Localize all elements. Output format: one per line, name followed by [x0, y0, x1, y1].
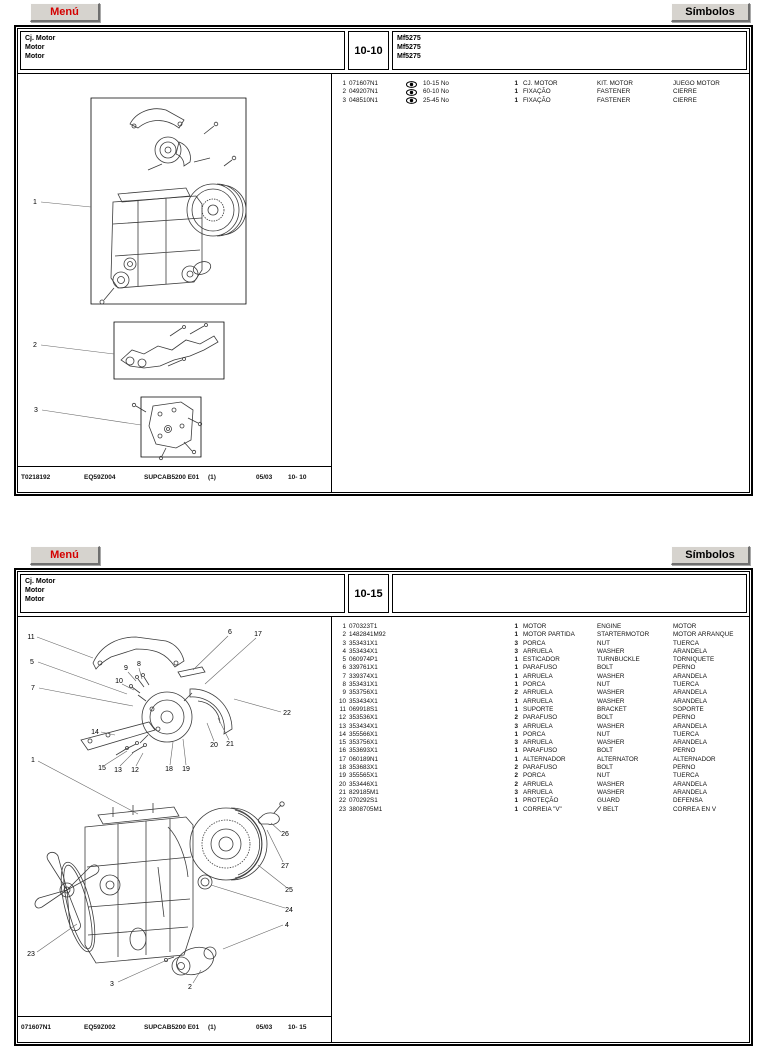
- part-number: 355566X1: [349, 730, 378, 738]
- desc-pt: PARAFUSO: [523, 714, 558, 722]
- part-qty: 3: [514, 722, 518, 730]
- part-number: 1482841M92: [349, 631, 386, 639]
- part-index: 19: [338, 772, 346, 780]
- parts-list: [332, 74, 749, 492]
- part-index: 7: [342, 672, 346, 680]
- part-index: 22: [338, 797, 346, 805]
- desc-pt: ARRUELA: [523, 689, 553, 697]
- part-index: 3: [342, 639, 346, 647]
- parts-row: [334, 673, 749, 681]
- desc-es: TUERCA: [673, 772, 699, 780]
- callout-label: 18: [165, 766, 173, 773]
- footer-code: EQ59Z002: [84, 1024, 116, 1031]
- desc-en: KIT. MOTOR: [597, 80, 633, 87]
- desc-pt: ARRUELA: [523, 647, 553, 655]
- desc-es: ARANDELA: [673, 672, 707, 680]
- callout-label: 23: [27, 951, 35, 958]
- parts-row: [334, 681, 749, 689]
- see-symbol: [406, 88, 417, 96]
- footer-catalog: SUPCAB5200 E01: [144, 1024, 200, 1031]
- parts-row: [334, 689, 749, 697]
- callout-label: 11: [27, 634, 35, 641]
- desc-en: ALTERNATOR: [597, 755, 639, 763]
- callout-label: 21: [226, 741, 234, 748]
- desc-pt: CJ. MOTOR: [523, 80, 558, 87]
- callout-label: 22: [283, 710, 291, 717]
- callout-label: 1: [31, 757, 35, 764]
- see-symbol: [406, 97, 417, 105]
- part-qty: 1: [514, 755, 518, 763]
- part-index: 21: [338, 788, 346, 796]
- desc-pt: ARRUELA: [523, 672, 553, 680]
- desc-en: NUT: [597, 730, 610, 738]
- part-number: 060189N1: [349, 755, 379, 763]
- desc-es: ALTERNADOR: [673, 755, 716, 763]
- part-qty: 1: [514, 730, 518, 738]
- title-line-es: Motor: [25, 596, 45, 603]
- drawing-footer: [18, 466, 331, 492]
- desc-pt: ESTICADOR: [523, 656, 560, 664]
- desc-en: TURNBUCKLE: [597, 656, 640, 664]
- title-line-pt: Cj. Motor: [25, 578, 56, 585]
- engine-exploded-diagram: [18, 74, 331, 466]
- part-number: 339761X1: [349, 664, 378, 672]
- part-qty: 3: [514, 647, 518, 655]
- title-line-es: Motor: [25, 53, 45, 60]
- part-index: 9: [342, 689, 346, 697]
- part-index: 14: [338, 730, 346, 738]
- desc-es: PERNO: [673, 664, 696, 672]
- desc-pt: ARRUELA: [523, 697, 553, 705]
- desc-es: PERNO: [673, 747, 696, 755]
- catalog-page-10-15: [0, 543, 768, 1031]
- part-number: 353434X1: [349, 647, 378, 655]
- callout-label: 2: [188, 984, 192, 991]
- callout-label: 3: [110, 981, 114, 988]
- part-qty: 2: [514, 772, 518, 780]
- part-index: 13: [338, 722, 346, 730]
- part-qty: 3: [514, 788, 518, 796]
- part-number: 353434X1: [349, 697, 378, 705]
- parts-row: [334, 797, 749, 805]
- parts-row: [334, 731, 749, 739]
- part-index: 12: [338, 714, 346, 722]
- parts-row: [334, 88, 749, 96]
- callout-label: 14: [91, 729, 99, 736]
- callout-label: 5: [30, 659, 34, 666]
- part-number: 829185M1: [349, 788, 379, 796]
- part-number: 353431X1: [349, 639, 378, 647]
- parts-row: [334, 806, 749, 814]
- section-title-cell: [20, 31, 345, 70]
- desc-pt: PROTEÇÃO: [523, 797, 559, 805]
- menu-button[interactable]: Menú: [30, 3, 100, 22]
- desc-es: PERNO: [673, 714, 696, 722]
- part-number: 353434X1: [349, 722, 378, 730]
- part-number: 353446X1: [349, 780, 378, 788]
- part-qty: 2: [514, 764, 518, 772]
- part-qty: 1: [514, 623, 518, 630]
- desc-pt: CORREIA "V": [523, 805, 562, 813]
- callout-label: 15: [98, 765, 106, 772]
- part-qty: 3: [514, 739, 518, 747]
- desc-es: ARANDELA: [673, 722, 707, 730]
- parts-row: [334, 756, 749, 764]
- page-number: 10-15: [354, 587, 383, 600]
- desc-es: CIERRE: [673, 96, 697, 104]
- parts-row: [334, 664, 749, 672]
- part-index: 8: [342, 681, 346, 689]
- parts-row: [334, 97, 749, 105]
- part-index: 1: [342, 80, 346, 87]
- part-qty: 1: [514, 797, 518, 805]
- callout-label: 24: [285, 907, 293, 914]
- parts-row: [334, 698, 749, 706]
- part-index: 6: [342, 664, 346, 672]
- callout-label: 26: [281, 831, 289, 838]
- simbolos-button[interactable]: Símbolos: [671, 546, 750, 565]
- callout-label: 7: [31, 685, 35, 692]
- callout-label: 10: [115, 678, 123, 685]
- desc-pt: PARAFUSO: [523, 764, 558, 772]
- desc-es: ARANDELA: [673, 788, 707, 796]
- desc-en: V BELT: [597, 805, 619, 813]
- part-index: 5: [342, 656, 346, 664]
- menu-button[interactable]: Menú: [30, 546, 100, 565]
- desc-pt: FIXAÇÃO: [523, 96, 551, 104]
- section-title-cell: [20, 574, 345, 613]
- footer-date: 05/03: [256, 1024, 273, 1031]
- desc-en: WASHER: [597, 722, 625, 730]
- parts-row: [334, 739, 749, 747]
- callout-label: 13: [114, 767, 122, 774]
- page-number: 10-10: [354, 44, 383, 57]
- desc-pt: PARAFUSO: [523, 664, 558, 672]
- part-index: 23: [338, 805, 346, 813]
- part-qty: 1: [514, 631, 518, 639]
- title-line-en: Motor: [25, 44, 45, 51]
- callout-label: 17: [254, 631, 262, 638]
- desc-es: MOTOR ARRANQUE: [673, 631, 734, 639]
- part-number: 353693X1: [349, 747, 378, 755]
- callout-label: 25: [285, 887, 293, 894]
- desc-pt: ARRUELA: [523, 739, 553, 747]
- part-number: 353536X1: [349, 714, 378, 722]
- part-number: 353756X1: [349, 739, 378, 747]
- model-cell: [392, 31, 747, 70]
- part-number: 3808705M1: [349, 805, 383, 813]
- drawing-footer: [18, 1016, 331, 1042]
- desc-pt: ARRUELA: [523, 722, 553, 730]
- part-number: 070323T1: [349, 623, 378, 630]
- callout-label: 19: [182, 766, 190, 773]
- part-index: 3: [342, 96, 346, 104]
- footer-code: EQ59Z004: [84, 474, 116, 481]
- desc-en: WASHER: [597, 689, 625, 697]
- desc-en: WASHER: [597, 647, 625, 655]
- see-page-icon: [406, 81, 417, 88]
- diagram-panel: [18, 617, 332, 1042]
- parts-row: [334, 706, 749, 714]
- parts-row: [334, 764, 749, 772]
- torque-ref: 60-10 No: [423, 88, 449, 96]
- footer-doc-id: 071607N1: [21, 1024, 51, 1031]
- callout-label: 9: [124, 665, 128, 672]
- part-qty: 2: [514, 689, 518, 697]
- desc-en: BOLT: [597, 747, 613, 755]
- part-index: 20: [338, 780, 346, 788]
- callout-label: 27: [281, 863, 289, 870]
- parts-row: [334, 656, 749, 664]
- model-line: Mf5275: [397, 44, 421, 51]
- footer-date: 05/03: [256, 474, 273, 481]
- part-qty: 1: [514, 96, 518, 104]
- desc-pt: MOTOR PARTIDA: [523, 631, 575, 639]
- title-line-pt: Cj. Motor: [25, 35, 56, 42]
- see-symbol: [406, 80, 417, 88]
- desc-es: CIERRE: [673, 88, 697, 96]
- part-qty: 1: [514, 656, 518, 664]
- model-line: Mf5275: [397, 53, 421, 60]
- parts-row: [334, 714, 749, 722]
- footer-rev: (1): [208, 474, 216, 481]
- part-number: 339374X1: [349, 672, 378, 680]
- parts-row: [334, 781, 749, 789]
- page-number-cell: [348, 31, 389, 70]
- part-qty: 2: [514, 714, 518, 722]
- desc-pt: PORCA: [523, 730, 546, 738]
- part-qty: 2: [514, 780, 518, 788]
- desc-es: ARANDELA: [673, 647, 707, 655]
- part-number: 069918S1: [349, 705, 378, 713]
- callout-label: 1: [33, 199, 37, 206]
- callout-label: 20: [210, 742, 218, 749]
- title-line-en: Motor: [25, 587, 45, 594]
- part-number: 353431X1: [349, 681, 378, 689]
- desc-es: CORREA EN V: [673, 805, 717, 813]
- page-number-cell: [348, 574, 389, 613]
- part-number: 353683X1: [349, 764, 378, 772]
- footer-rev: (1): [208, 1024, 216, 1031]
- desc-pt: MOTOR: [523, 623, 547, 630]
- desc-pt: ARRUELA: [523, 780, 553, 788]
- torque-ref: 25-45 No: [423, 96, 449, 104]
- parts-row: [334, 747, 749, 755]
- part-index: 4: [342, 647, 346, 655]
- parts-row: [334, 648, 749, 656]
- part-number: 070292S1: [349, 797, 378, 805]
- desc-es: ARANDELA: [673, 780, 707, 788]
- see-page-icon: [406, 97, 417, 104]
- footer-page: 10- 10: [288, 474, 307, 481]
- part-qty: 1: [514, 681, 518, 689]
- part-index: 11: [339, 705, 346, 713]
- part-qty: 1: [514, 80, 518, 87]
- parts-row: [334, 772, 749, 780]
- part-number: 071607N1: [349, 80, 379, 87]
- parts-row: [334, 623, 749, 631]
- desc-pt: ARRUELA: [523, 788, 553, 796]
- torque-ref: 10-15 No: [423, 80, 449, 87]
- part-index: 15: [338, 739, 346, 747]
- part-number: 049207N1: [349, 88, 379, 96]
- part-index: 18: [338, 764, 346, 772]
- parts-list: [332, 617, 749, 1042]
- part-qty: 1: [514, 672, 518, 680]
- parts-row: [334, 640, 749, 648]
- desc-pt: PORCA: [523, 681, 546, 689]
- desc-es: ARANDELA: [673, 689, 707, 697]
- callout-label: 12: [131, 767, 139, 774]
- desc-en: NUT: [597, 772, 610, 780]
- part-qty: 1: [514, 88, 518, 96]
- callout-label: 3: [34, 407, 38, 414]
- part-number: 355565X1: [349, 772, 378, 780]
- desc-es: TORNIQUETE: [673, 656, 715, 664]
- parts-row: [334, 723, 749, 731]
- part-number: 353756X1: [349, 689, 378, 697]
- desc-en: WASHER: [597, 788, 625, 796]
- desc-en: WASHER: [597, 780, 625, 788]
- part-index: 17: [338, 755, 346, 763]
- desc-en: WASHER: [597, 739, 625, 747]
- callout-label: 4: [285, 922, 289, 929]
- desc-pt: PORCA: [523, 772, 546, 780]
- footer-doc-id: T0218192: [21, 474, 51, 481]
- desc-en: BOLT: [597, 714, 613, 722]
- part-number: 060974P1: [349, 656, 378, 664]
- part-index: 2: [342, 88, 346, 96]
- part-index: 1: [342, 623, 346, 630]
- desc-es: SOPORTE: [673, 705, 704, 713]
- desc-es: DEFENSA: [673, 797, 703, 805]
- desc-en: BOLT: [597, 664, 613, 672]
- simbolos-button[interactable]: Símbolos: [671, 3, 750, 22]
- part-index: 10: [338, 697, 346, 705]
- desc-en: NUT: [597, 681, 610, 689]
- part-qty: 1: [514, 664, 518, 672]
- desc-en: WASHER: [597, 697, 625, 705]
- part-qty: 3: [514, 639, 518, 647]
- desc-es: MOTOR: [673, 623, 697, 630]
- page-frame: [14, 25, 753, 496]
- footer-catalog: SUPCAB5200 E01: [144, 474, 200, 481]
- desc-en: WASHER: [597, 672, 625, 680]
- model-line: Mf5275: [397, 35, 421, 42]
- desc-pt: PORCA: [523, 639, 546, 647]
- callout-label: 6: [228, 629, 232, 636]
- part-number: 048510N1: [349, 96, 379, 104]
- see-page-icon: [406, 89, 417, 96]
- parts-row: [334, 631, 749, 639]
- desc-pt: PARAFUSO: [523, 747, 558, 755]
- desc-en: BOLT: [597, 764, 613, 772]
- desc-en: NUT: [597, 639, 610, 647]
- desc-en: STARTERMOTOR: [597, 631, 650, 639]
- desc-es: TUERCA: [673, 639, 699, 647]
- desc-pt: SUPORTE: [523, 705, 554, 713]
- part-qty: 1: [514, 747, 518, 755]
- desc-es: ARANDELA: [673, 697, 707, 705]
- part-index: 16: [338, 747, 346, 755]
- parts-row: [334, 789, 749, 797]
- desc-en: FASTENER: [597, 88, 631, 96]
- desc-es: ARANDELA: [673, 739, 707, 747]
- diagram-panel: [18, 74, 332, 492]
- model-cell: [392, 574, 747, 613]
- desc-es: JUEGO MOTOR: [673, 80, 720, 87]
- callout-label: 8: [137, 661, 141, 668]
- part-qty: 1: [514, 805, 518, 813]
- desc-pt: FIXAÇÃO: [523, 88, 551, 96]
- callout-label: 2: [33, 342, 37, 349]
- desc-pt: ALTERNADOR: [523, 755, 566, 763]
- part-qty: 1: [514, 705, 518, 713]
- desc-en: BRACKET: [597, 705, 627, 713]
- engine-alternator-diagram: [18, 617, 331, 1016]
- desc-en: FASTENER: [597, 96, 631, 104]
- page-frame: [14, 568, 753, 1046]
- desc-en: ENGINE: [597, 623, 622, 630]
- part-index: 2: [342, 631, 346, 639]
- desc-es: TUERCA: [673, 730, 699, 738]
- part-qty: 1: [514, 697, 518, 705]
- desc-en: GUARD: [597, 797, 620, 805]
- desc-es: TUERCA: [673, 681, 699, 689]
- footer-page: 10- 15: [288, 1024, 307, 1031]
- desc-es: PERNO: [673, 764, 696, 772]
